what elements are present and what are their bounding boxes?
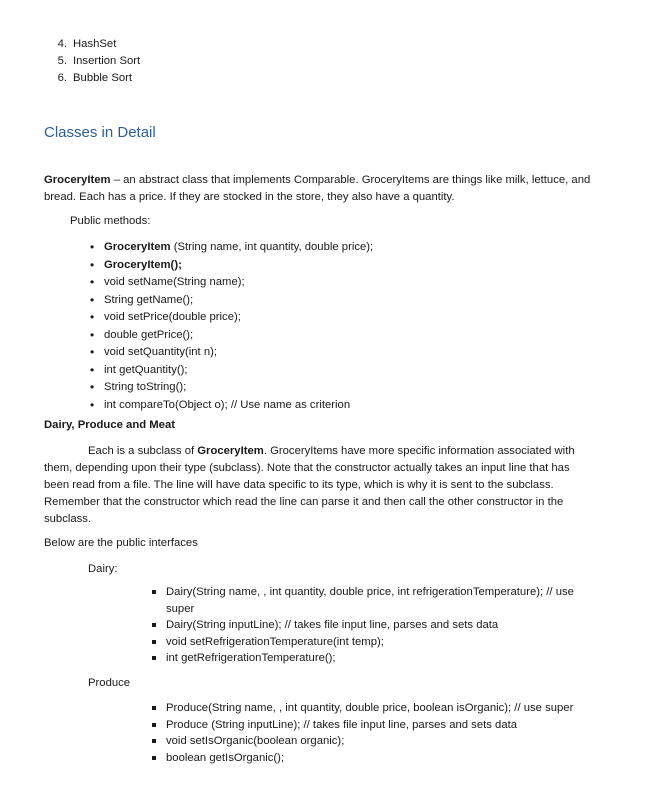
subsection-heading: Dairy, Produce and Meat [44, 419, 175, 431]
list-item-label: Insertion Sort [73, 55, 141, 67]
item-text: void setRefrigerationTemperature(int temp); [166, 635, 384, 648]
method-item [88, 379, 373, 397]
method-text: int getQuantity(); [104, 363, 188, 376]
section-heading: Classes in Detail [44, 124, 156, 141]
method-text: int compareTo(Object o); // Use name as criterion [104, 398, 351, 411]
grocery-desc-line2: bread. Each has a price. If they are stocked in the store, they also have a quantity. [44, 191, 455, 203]
dairy-item [150, 634, 574, 651]
class-name: GroceryItem [44, 174, 111, 186]
dairy-item [150, 650, 574, 667]
method-item [88, 309, 373, 327]
dpm-para-line1 [88, 443, 575, 461]
item-text: int getRefrigerationTemperature(); [166, 652, 336, 664]
public-methods-label: Public methods: [70, 215, 151, 227]
dairy-item [150, 584, 574, 617]
method-item [88, 239, 373, 257]
method-item [88, 327, 373, 345]
dpm-para-line2: them, depending upon their type (subclass). Note that the constructor actually takes an input line that has [44, 462, 570, 474]
method-item [88, 292, 373, 310]
list-item-label: HashSet [73, 38, 117, 50]
produce-item [150, 733, 573, 750]
interfaces-label: Below are the public interfaces [44, 537, 198, 549]
list-item-label: Bubble Sort [73, 72, 133, 84]
grocery-desc-line1 [44, 172, 590, 190]
item-text: Produce (String inputLine); // takes file input line, parses and sets data [166, 718, 518, 731]
para-text: Each is a subclass of [88, 445, 198, 457]
method-text: void setQuantity(int n); [104, 346, 218, 358]
method-item [88, 344, 373, 362]
numbered-item [52, 70, 132, 88]
item-text: void setIsOrganic(boolean organic); [166, 735, 345, 747]
method-item [88, 362, 373, 380]
produce-item [150, 750, 573, 767]
produce-label: Produce [88, 677, 131, 689]
method-text: (String name, int quantity, double price); [170, 241, 374, 253]
methods-list [88, 239, 373, 414]
dairy-list [150, 584, 574, 667]
method-item [88, 257, 373, 275]
method-text: void setName(String name); [104, 276, 245, 288]
para-bold: GroceryItem [197, 445, 264, 457]
method-item [88, 397, 373, 415]
dpm-para-line5: subclass. [44, 513, 92, 525]
item-text: super [166, 602, 195, 615]
list-number: 5. [57, 55, 67, 67]
para-text: . GroceryItems have more specific information associated with [263, 445, 575, 457]
dairy-item [150, 617, 574, 634]
item-text: Dairy(String name, , int quantity, double price, int refrigerationTemperature); // use [166, 586, 574, 598]
method-text: String toString(); [104, 381, 187, 393]
method-text: double getPrice(); [104, 328, 194, 341]
list-number: 4. [57, 38, 67, 50]
dpm-para-line3: been read from a file. The line will have data specific to its type, which is why it is sent to the subclass. [44, 479, 554, 491]
produce-item [150, 717, 573, 734]
dairy-label: Dairy: [88, 563, 118, 575]
produce-list [150, 700, 573, 766]
method-text: String getName(); [104, 293, 194, 306]
item-text: Produce(String name, , int quantity, double price, boolean isOrganic); // use super [166, 702, 574, 714]
dpm-para-line4: Remember that the constructor which read the line can parse it and then call the other constructor in the [44, 496, 564, 508]
desc-text: – an abstract class that implements Comparable. GroceryItems are things like milk, lettuce, and [110, 174, 591, 186]
list-number: 6. [57, 72, 67, 84]
produce-item [150, 700, 573, 717]
numbered-item [52, 36, 116, 54]
method-item [88, 274, 373, 292]
method-bold: GroceryItem(); [104, 258, 182, 271]
method-text: void setPrice(double price); [104, 311, 241, 323]
item-text: boolean getIsOrganic(); [166, 751, 285, 764]
item-text: Dairy(String inputLine); // takes file input line, parses and sets data [166, 619, 499, 631]
numbered-item [52, 53, 140, 71]
method-bold: GroceryItem [104, 241, 171, 253]
